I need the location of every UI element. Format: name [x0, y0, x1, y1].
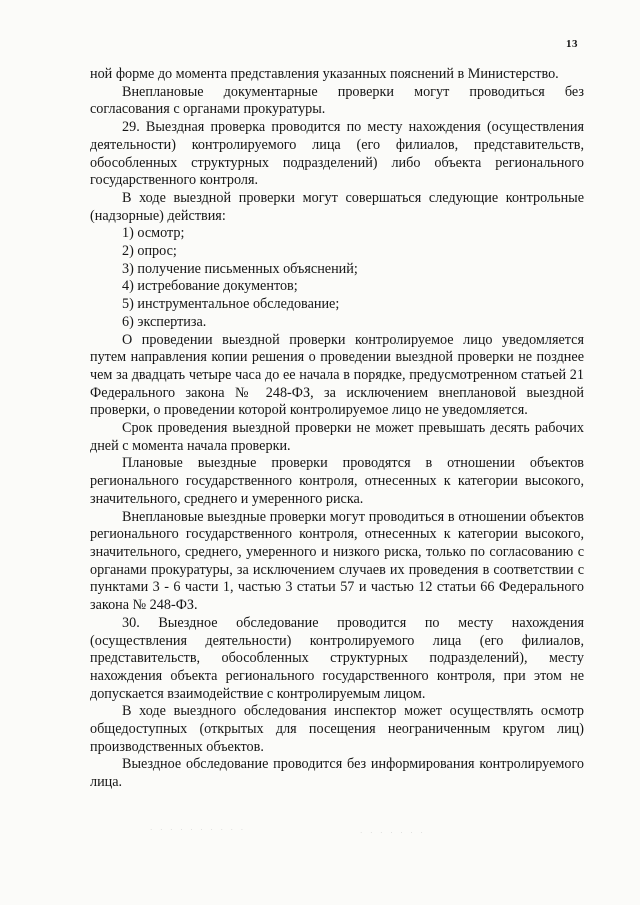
paragraph-on-site-survey: В ходе выездного обследования инспектор может осуществлять осмотр общедоступных (открытых для посещения неограниченным кругом лиц) производственных объектов.	[90, 703, 584, 755]
scan-noise: · · · · · · ·	[360, 829, 426, 837]
paragraph-unplanned-inspections: Внеплановые выездные проверки могут проводиться в отношении объектов регионального государственного контроля, отнесенных к категории высокого, значительного, среднего, умеренного и низкого риска, только по согласованию с органами прокуратуры, за исключением случаев их проведения в соответствии с пунктами 3 - 6 части 1, частью 3 статьи 57 и частью 12 статьи 66 Федерального закона № 248-ФЗ.	[90, 508, 584, 614]
paragraph-duration: Срок проведения выездной проверки не может превышать десять рабочих дней с момента начала проверки.	[90, 420, 584, 454]
paragraph-actions-intro: В ходе выездной проверки могут совершаться следующие контрольные (надзорные) действия:	[90, 189, 584, 224]
list-item-inspection: 1) осмотр;	[122, 225, 185, 242]
list-item-instrumental-examination: 5) инструментальное обследование;	[122, 296, 340, 313]
paragraph-notification: О проведении выездной проверки контролируемое лицо уведомляется путем направления копии решения о проведении выездной проверки не позднее чем за двадцать четыре часа до ее начала в порядке, предусмотренном статьей 21 Федерального закона № 248-ФЗ, за исключением внеплановой выездной проверки, о проведении которой контролируемое лицо не уведомляется.	[90, 331, 584, 419]
document-body	[90, 66, 584, 792]
paragraph-no-informing: Выездное обследование проводится без информирования контролируемого лица.	[90, 756, 584, 791]
list-item-expertise: 6) экспертиза.	[122, 313, 207, 330]
paragraph-planned-inspections: Плановые выездные проверки проводятся в отношении объектов регионального государственного контроля, отнесенных к категории высокого, значительного, среднего и умеренного риска.	[90, 455, 584, 507]
paragraph-continuation: ной форме до момента представления указанных пояснений в Министерство.	[90, 66, 559, 82]
paragraph-unplanned-documentary: Внеплановые документарные проверки могут проводиться без согласования с органами прокуратуры.	[90, 83, 584, 118]
page-number: 13	[566, 38, 578, 50]
list-item-document-request: 4) истребование документов;	[122, 278, 298, 295]
list-item-survey: 2) опрос;	[122, 243, 177, 260]
list-item-written-explanations: 3) получение письменных объяснений;	[122, 260, 358, 277]
paragraph-30: 30. Выездное обследование проводится по месту нахождения (осуществления деятельности) контролируемого лица (его филиалов, представительств, обособленных структурных подразделений), месту нахождения объекта регионального государственного контроля, при этом не допускается взаимодействие с контролируемым лицом.	[90, 614, 584, 702]
scan-noise: · · · · · · · · · ·	[150, 826, 247, 834]
paragraph-29: 29. Выездная проверка проводится по месту нахождения (осуществления деятельности) контролируемого лица (его филиалов, представительств, обособленных структурных подразделений) либо объекта регионального государственного контроля.	[90, 119, 584, 189]
